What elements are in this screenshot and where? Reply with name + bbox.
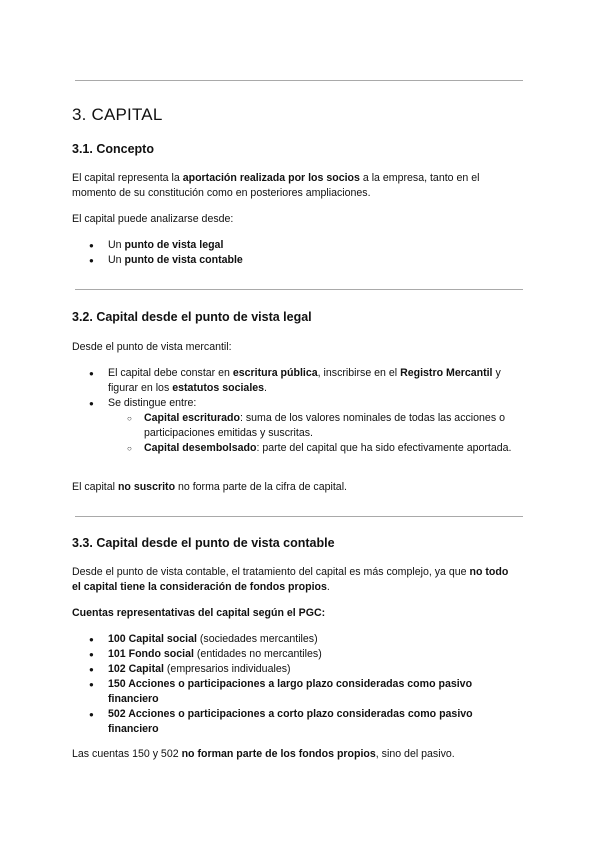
section-heading-contable: 3.3. Capital desde el punto de vista contable <box>72 536 335 550</box>
emphasis: 100 Capital social <box>108 633 197 645</box>
analisis-intro: El capital puede analizarse desde: <box>72 213 234 225</box>
text-run: El capital <box>72 481 118 493</box>
text-run: , inscribirse en el <box>317 367 401 379</box>
divider-top <box>75 80 523 81</box>
emphasis: Capital escriturado <box>144 412 240 424</box>
emphasis: punto de vista legal <box>124 239 224 251</box>
text-run: (sociedades mercantiles) <box>196 633 318 645</box>
list-item <box>72 662 492 677</box>
legal-intro: Desde el punto de vista mercantil: <box>72 341 232 353</box>
text-run: a la empresa, tanto en el momento de su constitución como en posteriores ampliaciones. <box>72 172 480 199</box>
legal-list <box>72 366 524 456</box>
text-run: , sino del pasivo. <box>375 748 455 760</box>
emphasis: estatutos sociales <box>172 382 265 394</box>
contable-paragraph <box>72 565 512 595</box>
list-item <box>72 677 492 707</box>
emphasis: Cuentas representativas del capital según el PGC: <box>72 607 326 619</box>
viewpoints-list <box>72 238 527 268</box>
contable-closing <box>72 747 527 762</box>
emphasis: no forman parte de los fondos propios <box>181 748 376 760</box>
text-run: Desde el punto de vista contable, el tratamiento del capital es más complejo, ya que <box>72 566 470 578</box>
text-run: Un <box>108 254 125 266</box>
emphasis: 502 Acciones o participaciones a corto plazo consideradas como pasivo financiero <box>108 708 473 735</box>
concepto-paragraph <box>72 171 512 201</box>
accounts-heading <box>72 606 527 621</box>
text-run: Un <box>108 239 125 251</box>
emphasis: 101 Fondo social <box>108 648 194 660</box>
divider-2 <box>75 289 523 290</box>
sublist <box>108 411 524 456</box>
emphasis: Registro Mercantil <box>400 367 493 379</box>
list-item <box>72 238 527 253</box>
accounts-list <box>72 632 492 737</box>
list-item <box>72 632 492 647</box>
emphasis: 150 Acciones o participaciones a largo plazo consideradas como pasivo financiero <box>108 678 473 705</box>
sublist-item <box>108 441 524 456</box>
emphasis: aportación realizada por los socios <box>182 172 360 184</box>
sublist-item <box>108 411 524 441</box>
emphasis: no todo el capital tiene la consideración de fondos propios <box>72 566 509 593</box>
list-item <box>72 707 492 737</box>
emphasis: no suscrito <box>117 481 176 493</box>
page-title: 3. CAPITAL <box>72 105 163 124</box>
text-run: (entidades no mercantiles) <box>193 648 322 660</box>
list-item <box>72 366 524 396</box>
section-heading-concepto: 3.1. Concepto <box>72 142 154 156</box>
list-item <box>72 396 524 456</box>
text-run: y figurar en los <box>108 367 501 394</box>
emphasis: 102 Capital <box>108 663 164 675</box>
text-run: Las cuentas 150 y 502 <box>72 748 182 760</box>
divider-3 <box>75 516 523 517</box>
text-run: : parte del capital que ha sido efectivamente aportada. <box>256 442 512 454</box>
text-run: no forma parte de la cifra de capital. <box>175 481 347 493</box>
emphasis: Capital desembolsado <box>144 442 257 454</box>
emphasis: punto de vista contable <box>124 254 243 266</box>
text-run: : suma de los valores nominales de todas las acciones o participaciones emitidas y suscritas. <box>144 412 505 439</box>
text-run: Se distingue entre: <box>108 397 197 409</box>
list-item <box>72 253 527 268</box>
section-heading-legal: 3.2. Capital desde el punto de vista legal <box>72 310 312 324</box>
text-run: . <box>264 382 267 394</box>
emphasis: escritura pública <box>232 367 318 379</box>
list-item <box>72 647 492 662</box>
text-run: . <box>326 581 330 593</box>
text-run: El capital debe constar en <box>108 367 233 379</box>
legal-closing <box>72 480 527 495</box>
text-run: El capital representa la <box>72 172 183 184</box>
text-run: (empresarios individuales) <box>163 663 291 675</box>
